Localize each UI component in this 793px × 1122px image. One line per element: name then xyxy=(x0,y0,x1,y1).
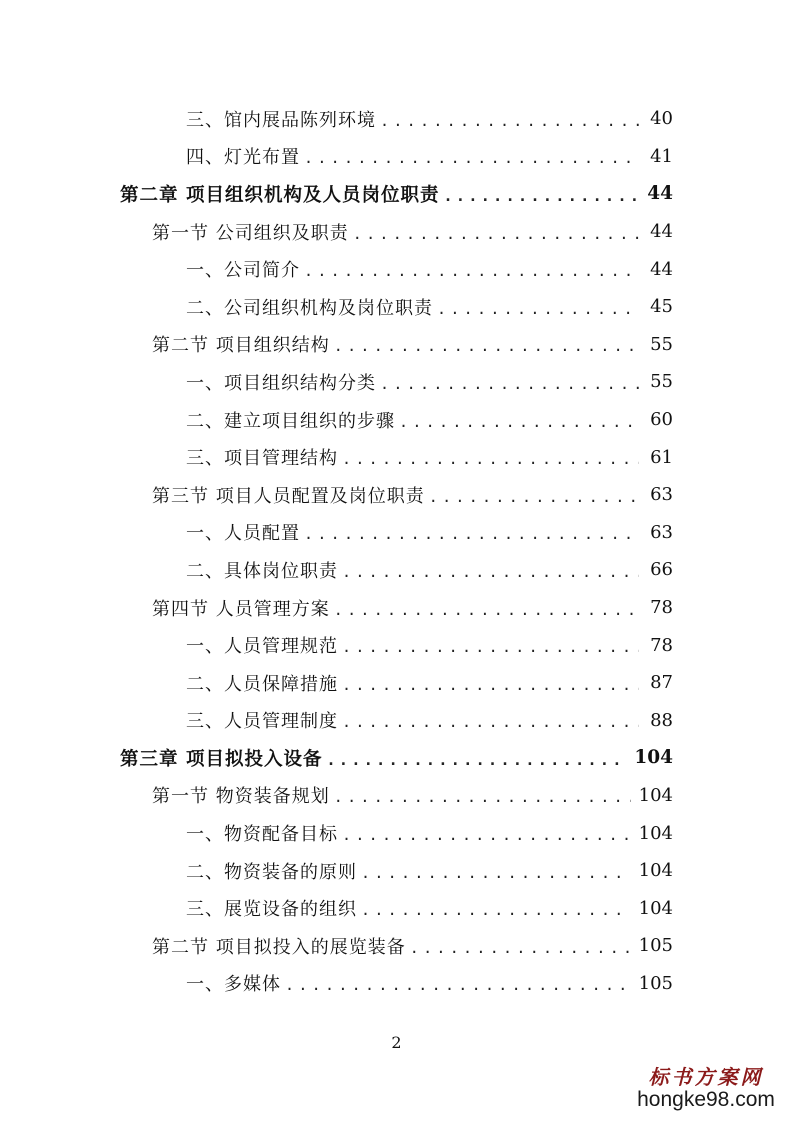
toc-entry-title: 第三节 项目人员配置及岗位职责 xyxy=(152,485,425,507)
toc-dot-leader xyxy=(326,751,626,769)
toc-entry-title: 二、建立项目组织的步骤 xyxy=(186,410,395,432)
toc-entry-section xyxy=(0,476,793,514)
toc-dot-leader xyxy=(437,300,639,318)
toc-dot-leader xyxy=(334,788,631,806)
toc-entry-title: 一、人员管理规范 xyxy=(186,636,338,658)
toc-dot-leader xyxy=(443,187,639,205)
toc-entry-page: 88 xyxy=(650,709,673,731)
toc-entry-page: 44 xyxy=(650,221,673,243)
toc-entry-page: 41 xyxy=(650,145,673,167)
watermark-brand: 标书方案网 xyxy=(648,1065,764,1089)
toc-dot-leader xyxy=(304,262,639,280)
toc-entry-title: 第二节 项目拟投入的展览装备 xyxy=(152,936,406,958)
toc-entry-page: 78 xyxy=(650,597,673,619)
toc-entry-title: 第一节 公司组织及职责 xyxy=(152,222,349,244)
toc-entry-title: 第二节 项目组织结构 xyxy=(152,335,330,357)
toc-entry-item xyxy=(0,664,793,702)
toc-entry-title: 一、项目组织结构分类 xyxy=(186,372,376,394)
toc-entry-page: 104 xyxy=(638,897,673,919)
toc-entry-item xyxy=(0,965,793,1003)
toc-entry-section xyxy=(0,326,793,364)
toc-entry-title: 三、项目管理结构 xyxy=(186,448,338,470)
toc-entry-title: 第四节 人员管理方案 xyxy=(152,598,330,620)
toc-dot-leader xyxy=(304,149,639,167)
toc-dot-leader xyxy=(304,525,639,543)
toc-entry-title: 一、多媒体 xyxy=(186,974,281,996)
toc-entry-item xyxy=(0,551,793,589)
toc-dot-leader xyxy=(361,864,631,882)
toc-entry-page: 105 xyxy=(638,972,673,994)
toc-entry-title: 二、人员保障措施 xyxy=(186,673,338,695)
table-of-contents xyxy=(0,100,793,1002)
toc-entry-page: 66 xyxy=(650,559,673,581)
toc-entry-title: 三、人员管理制度 xyxy=(186,711,338,733)
toc-entry-title: 二、具体岗位职责 xyxy=(186,560,338,582)
toc-dot-leader xyxy=(342,450,639,468)
toc-entry-item xyxy=(0,438,793,476)
toc-entry-page: 40 xyxy=(650,108,673,130)
toc-entry-title: 三、馆内展品陈列环境 xyxy=(186,109,376,131)
toc-entry-page: 55 xyxy=(650,371,673,393)
toc-entry-title: 第一节 物资装备规划 xyxy=(152,786,330,808)
watermark-url: hongke98.com xyxy=(637,1088,775,1111)
toc-dot-leader xyxy=(342,826,631,844)
toc-entry-item xyxy=(0,363,793,401)
toc-entry-section xyxy=(0,589,793,627)
toc-entry-page: 61 xyxy=(650,446,673,468)
toc-entry-title: 一、公司简介 xyxy=(186,260,300,282)
toc-entry-title: 第二章 项目组织机构及人员岗位职责 xyxy=(120,184,440,206)
toc-entry-title: 二、公司组织机构及岗位职责 xyxy=(186,297,433,319)
toc-dot-leader xyxy=(334,337,639,355)
toc-entry-title: 第三章 项目拟投入设备 xyxy=(120,748,323,770)
toc-dot-leader xyxy=(361,901,631,919)
toc-entry-section xyxy=(0,927,793,965)
toc-entry-page: 44 xyxy=(650,258,673,280)
toc-entry-chapter xyxy=(0,175,793,213)
toc-dot-leader xyxy=(410,939,631,957)
toc-dot-leader xyxy=(429,488,639,506)
toc-entry-item xyxy=(0,288,793,326)
watermark xyxy=(631,1061,781,1112)
toc-entry-page: 104 xyxy=(638,784,673,806)
toc-dot-leader xyxy=(342,638,639,656)
toc-dot-leader xyxy=(285,976,631,994)
toc-dot-leader xyxy=(353,225,639,243)
toc-entry-item xyxy=(0,889,793,927)
toc-dot-leader xyxy=(380,375,639,393)
toc-dot-leader xyxy=(342,563,639,581)
toc-entry-page: 60 xyxy=(650,409,673,431)
toc-dot-leader xyxy=(380,112,639,130)
toc-entry-item xyxy=(0,250,793,288)
toc-entry-page: 45 xyxy=(650,296,673,318)
toc-entry-item xyxy=(0,138,793,176)
toc-entry-item xyxy=(0,401,793,439)
toc-entry-page: 104 xyxy=(638,822,673,844)
toc-entry-page: 63 xyxy=(650,484,673,506)
toc-dot-leader xyxy=(342,713,639,731)
toc-entry-page: 78 xyxy=(650,634,673,656)
toc-entry-page: 87 xyxy=(650,672,673,694)
toc-entry-page: 104 xyxy=(634,747,673,769)
toc-entry-item xyxy=(0,702,793,740)
toc-entry-page: 44 xyxy=(647,183,673,205)
toc-entry-item xyxy=(0,514,793,552)
toc-entry-page: 105 xyxy=(638,935,673,957)
toc-entry-page: 63 xyxy=(650,521,673,543)
toc-dot-leader xyxy=(334,601,639,619)
toc-dot-leader xyxy=(342,676,639,694)
toc-dot-leader xyxy=(399,413,639,431)
toc-entry-item xyxy=(0,852,793,890)
toc-entry-title: 一、人员配置 xyxy=(186,523,300,545)
toc-entry-page: 55 xyxy=(650,333,673,355)
toc-entry-item xyxy=(0,100,793,138)
toc-entry-section xyxy=(0,777,793,815)
toc-entry-item xyxy=(0,626,793,664)
toc-entry-title: 一、物资配备目标 xyxy=(186,824,338,846)
page-number: 2 xyxy=(391,1033,402,1052)
toc-entry-title: 二、物资装备的原则 xyxy=(186,861,357,883)
toc-entry-page: 104 xyxy=(638,860,673,882)
toc-entry-title: 三、展览设备的组织 xyxy=(186,899,357,921)
toc-entry-title: 四、灯光布置 xyxy=(186,147,300,169)
toc-entry-item xyxy=(0,814,793,852)
toc-entry-section xyxy=(0,213,793,251)
toc-entry-chapter xyxy=(0,739,793,777)
